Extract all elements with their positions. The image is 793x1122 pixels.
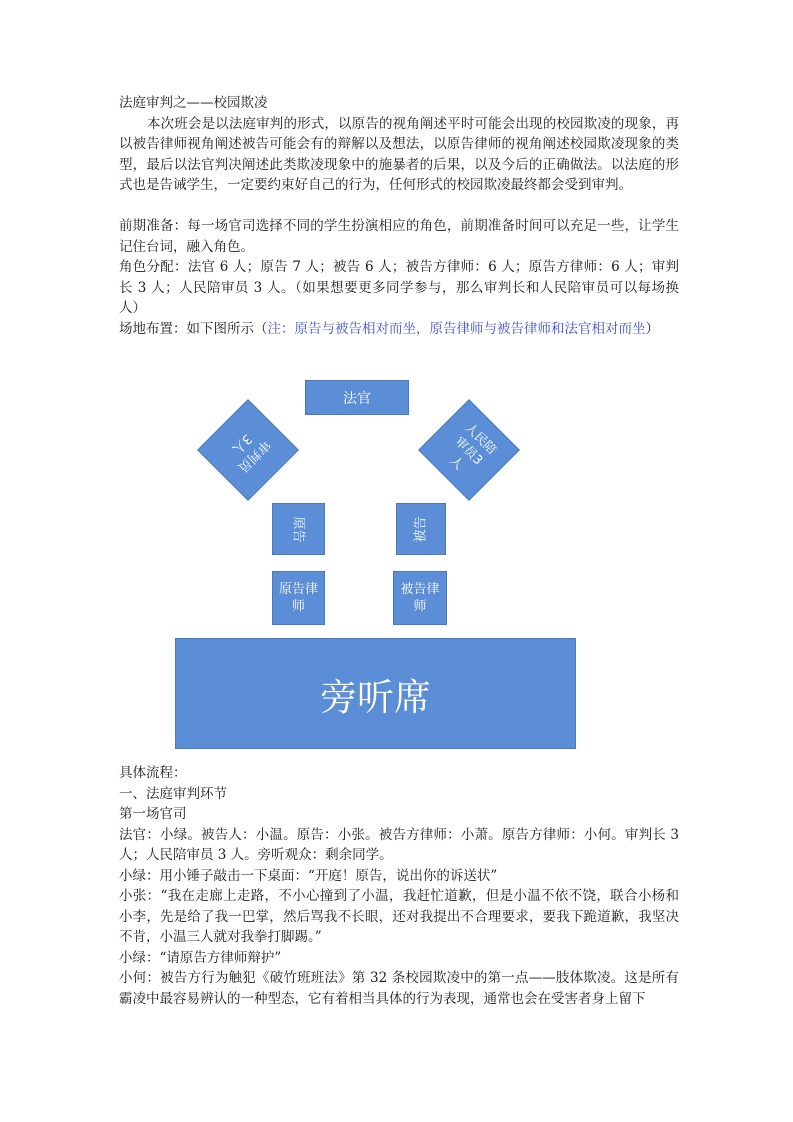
chief-judge-label: 审判员 3人: [229, 431, 274, 476]
plaintiff-lawyer-label: 原告律 师: [278, 582, 318, 614]
plaintiff-lawyer-box: [272, 571, 325, 625]
plaintiff-box: [272, 503, 325, 555]
process-heading: 具体流程：: [119, 765, 187, 781]
dialogue-line: 小绿：用小锤子敲击一下桌面：“开庭！原告，说出你的诉送状”: [119, 867, 498, 884]
dialogue-line: 小绿：“请原告方律师辩护”: [119, 949, 282, 966]
judge-box: [305, 380, 409, 415]
jurors-label: 人民陪 审员3 人: [447, 419, 500, 472]
defendant-label: 被告: [413, 515, 429, 543]
roles-paragraph: 角色分配：法官 6 人；原告 7 人；被告 6 人；被告方律师：6 人；原告方律师：6 人；审判长 3 人；人民陪审员 3 人。（如果想要更多同学参与，那么审判长和人民陪审员可以每场换人）: [119, 259, 679, 316]
dialogue-line: 小何：被告方行为触犯《破竹班班法》第 32 条校园欺凌中的第一点——肢体欺凌。这是所有霸凌中最容易辨认的一种型态，它有着相当具体的行为表现，通常也会在受害者身上留下: [119, 970, 679, 1007]
blank-line: [119, 196, 679, 217]
venue-paragraph: [119, 319, 679, 340]
document-bottom: [119, 763, 679, 1009]
dialogue-line: 小张：“我在走廊上走路，不小心撞到了小温，我赶忙道歉，但是小温不依不饶，联合小杨和小李，先是给了我一巴掌，然后骂我不长眼，还对我提出不合理要求，要我下跪道歉，我坚决不肯，小温三人就对我拳打脚踢。”: [119, 888, 679, 945]
venue-label: 场地布置：如下图所示（: [119, 320, 268, 337]
jurors-box: [418, 399, 520, 501]
plaintiff-label: 原告: [290, 515, 306, 543]
section-heading: 一、法庭审判环节: [119, 785, 227, 802]
case-heading: 第一场官司: [119, 806, 187, 822]
intro-paragraph: 本次班会是以法庭审判的形式，以原告的视角阐述平时可能会出现的校园欺凌的现象，再以被告律师视角阐述被告可能会有的辩解以及想法，以原告律师的视角阐述校园欺凌现象的类型，最后以法官判决阐述此类欺凌现象中的施暴者的后果，以及今后的正确做法。以法庭的形式也是告诫学生，一定要约束好自己的行为，任何形式的校园欺凌最终都会受到审判。: [119, 115, 679, 193]
venue-close: ）: [645, 320, 659, 337]
cast-paragraph: 法官：小绿。被告人：小温。原告：小张。被告方律师：小萧。原告方律师：小何。审判长 3 人；人民陪审员 3 人。旁听观众：剩余同学。: [119, 826, 679, 863]
defendant-lawyer-box: [393, 571, 447, 625]
document-title: 法庭审判之——校园欺凌: [119, 95, 268, 111]
judge-label: 法官: [343, 390, 371, 407]
defendant-lawyer-label: 被告律 师: [400, 582, 440, 614]
audience-label: 旁听席: [320, 675, 431, 719]
venue-note: 注：原告与被告相对而坐，原告律师与被告律师和法官相对而坐: [267, 320, 646, 337]
document-top: [119, 93, 679, 339]
defendant-box: [396, 503, 446, 555]
audience-box: [175, 638, 576, 749]
chief-judge-box: [197, 399, 299, 501]
prep-paragraph: 前期准备：每一场官司选择不同的学生扮演相应的角色，前期准备时间可以充足一些，让学生记住台词，融入角色。: [119, 218, 679, 255]
